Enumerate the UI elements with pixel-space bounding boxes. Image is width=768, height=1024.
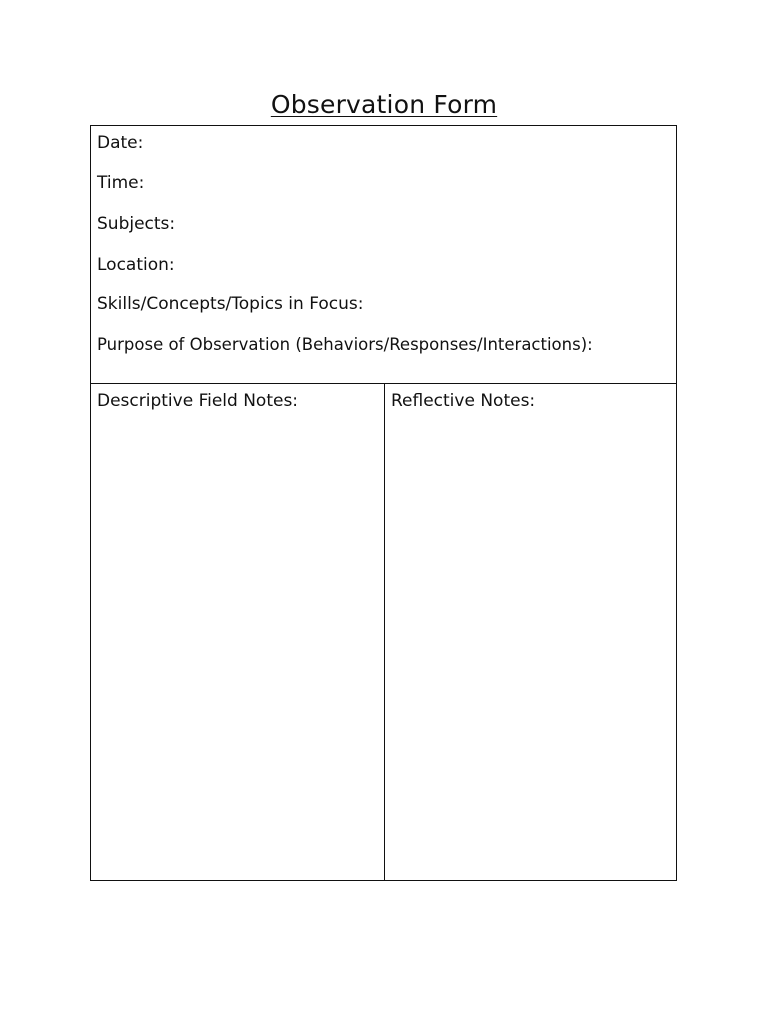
skills-field-label[interactable]: Skills/Concepts/Topics in Focus: [97,294,364,314]
reflective-notes-column [385,384,676,880]
descriptive-notes-area[interactable] [91,416,384,880]
observation-form-table [90,125,677,881]
date-field-label[interactable]: Date: [97,133,144,153]
purpose-field-label[interactable]: Purpose of Observation (Behaviors/Responses/Interactions): [97,335,593,354]
location-field-label[interactable]: Location: [97,255,175,275]
descriptive-notes-column [91,384,385,880]
form-header-fields [91,126,676,384]
descriptive-notes-label: Descriptive Field Notes: [97,391,299,411]
time-field-label[interactable]: Time: [97,173,145,193]
subjects-field-label[interactable]: Subjects: [97,214,176,234]
reflective-notes-label: Reflective Notes: [391,391,536,411]
reflective-notes-area[interactable] [385,416,676,880]
form-title: Observation Form [270,90,498,119]
